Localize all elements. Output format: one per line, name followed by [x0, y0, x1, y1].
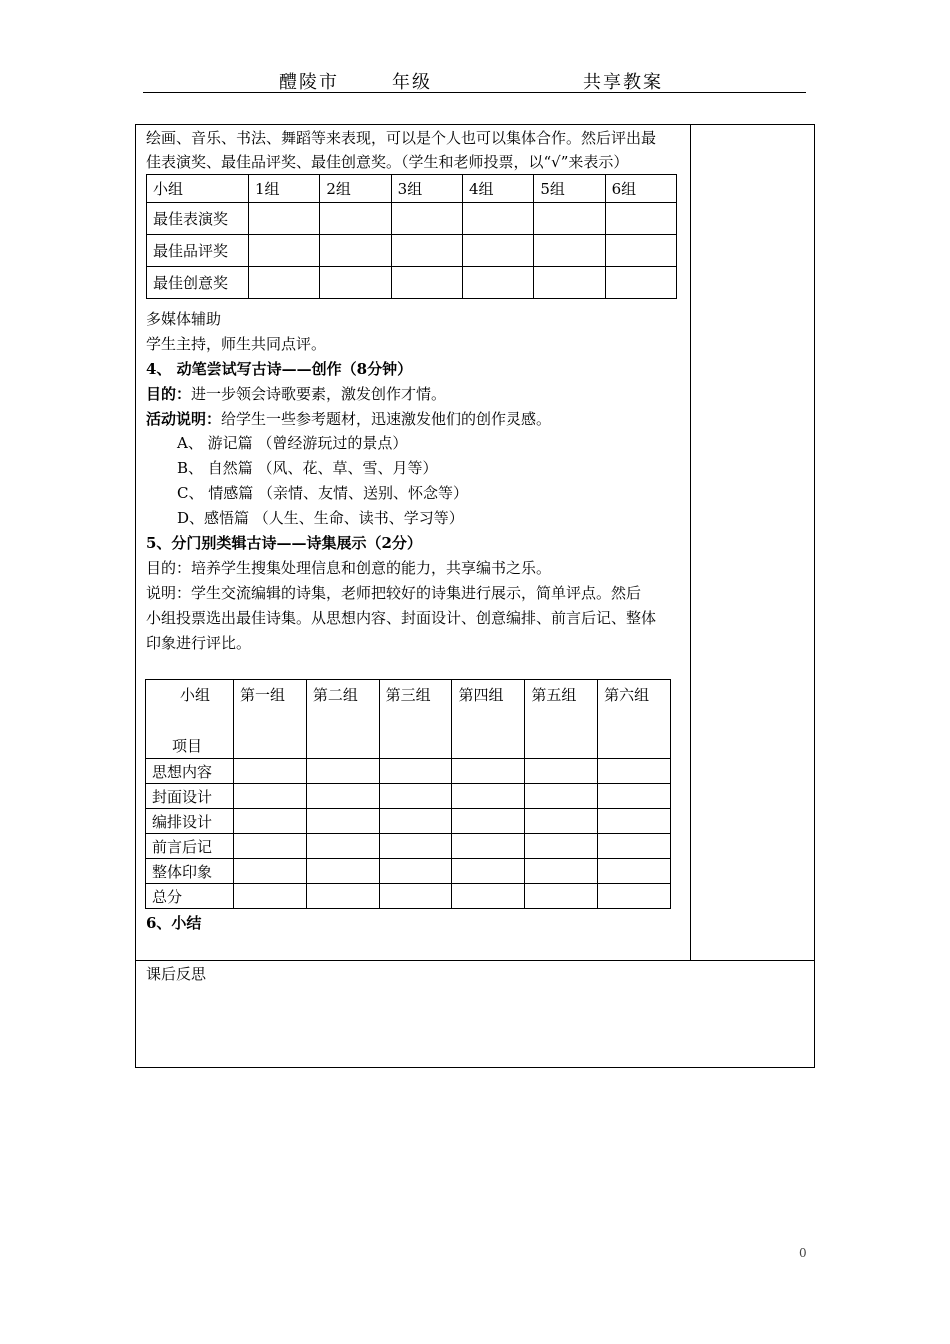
vote-cell[interactable]: [462, 235, 533, 267]
group-header-cell: 第五组: [525, 680, 598, 759]
score-cell[interactable]: [452, 884, 525, 909]
collection-row: [146, 809, 671, 834]
section-6-title: 6、小结: [146, 914, 202, 932]
option-a: A、 游记篇 （曾经游玩过的景点）: [177, 434, 408, 452]
award-header-cell: 1组: [249, 175, 320, 203]
score-cell[interactable]: [306, 884, 379, 909]
score-cell[interactable]: [598, 834, 671, 859]
score-cell[interactable]: [452, 759, 525, 784]
group-header-cell: 第二组: [306, 680, 379, 759]
criteria-label: 编排设计: [146, 809, 234, 834]
award-header-cell: 6组: [605, 175, 676, 203]
page-header: [143, 66, 806, 93]
score-cell[interactable]: [234, 784, 307, 809]
intro-line-1: 绘画、音乐、书法、舞蹈等来表现，可以是个人也可以集体合作。然后评出最: [146, 129, 657, 147]
collection-row: [146, 759, 671, 784]
score-cell[interactable]: [234, 884, 307, 909]
vote-cell[interactable]: [605, 203, 676, 235]
header-city: 醴陵市: [279, 72, 339, 93]
score-cell[interactable]: [306, 859, 379, 884]
vote-cell[interactable]: [249, 267, 320, 299]
score-cell[interactable]: [452, 859, 525, 884]
award-table-row: [147, 235, 677, 267]
vote-cell[interactable]: [534, 203, 605, 235]
group-header-cell: 第六组: [598, 680, 671, 759]
intro-line-2: 佳表演奖、最佳品评奖、最佳创意奖。（学生和老师投票，以“√”来表示）: [146, 153, 629, 171]
reflection-label: 课后反思: [146, 965, 207, 983]
score-cell[interactable]: [598, 809, 671, 834]
score-cell[interactable]: [452, 834, 525, 859]
award-header-cell: 4组: [462, 175, 533, 203]
award-header-cell: 5组: [534, 175, 605, 203]
row-divider: [136, 960, 814, 961]
award-header-cell: 小组: [147, 175, 249, 203]
vote-cell[interactable]: [605, 235, 676, 267]
corner-cell: [146, 680, 234, 759]
header-grade: 年级: [392, 72, 432, 93]
score-cell[interactable]: [234, 834, 307, 859]
score-cell[interactable]: [452, 784, 525, 809]
award-table-row: [147, 203, 677, 235]
vote-cell[interactable]: [534, 235, 605, 267]
vote-cell[interactable]: [391, 203, 462, 235]
goal-text: 进一步领会诗歌要素，激发创作才情。: [191, 385, 447, 403]
section-4-title: 4、 动笔尝试写古诗——创作（8分钟）: [146, 360, 413, 378]
criteria-label: 总分: [146, 884, 234, 909]
vote-cell[interactable]: [320, 235, 391, 267]
award-header-cell: 2组: [320, 175, 391, 203]
score-cell[interactable]: [234, 859, 307, 884]
page-number: 0: [799, 1246, 807, 1260]
criteria-label: 前言后记: [146, 834, 234, 859]
section-5-desc-3: 印象进行评比。: [146, 634, 252, 652]
section-5-desc-1: 说明：学生交流编辑的诗集，老师把较好的诗集进行展示，简单评点。然后: [146, 584, 642, 602]
column-divider: [690, 125, 691, 960]
section-4-goal: [146, 384, 446, 404]
score-cell[interactable]: [525, 884, 598, 909]
score-cell[interactable]: [452, 809, 525, 834]
group-header-cell: 第三组: [379, 680, 452, 759]
award-table-header-row: [147, 175, 677, 203]
score-cell[interactable]: [598, 884, 671, 909]
score-cell[interactable]: [379, 784, 452, 809]
vote-cell[interactable]: [605, 267, 676, 299]
award-row-label: 最佳品评奖: [147, 235, 249, 267]
award-table-row: [147, 267, 677, 299]
multimedia-note: 多媒体辅助: [146, 310, 222, 328]
score-cell[interactable]: [306, 759, 379, 784]
award-table: [146, 174, 677, 299]
score-cell[interactable]: [234, 809, 307, 834]
collection-table: [145, 679, 671, 909]
score-cell[interactable]: [525, 859, 598, 884]
score-cell[interactable]: [598, 859, 671, 884]
award-row-label: 最佳表演奖: [147, 203, 249, 235]
score-cell[interactable]: [379, 809, 452, 834]
score-cell[interactable]: [306, 809, 379, 834]
score-cell[interactable]: [525, 834, 598, 859]
vote-cell[interactable]: [462, 203, 533, 235]
vote-cell[interactable]: [534, 267, 605, 299]
group-header-cell: 第一组: [234, 680, 307, 759]
criteria-label: 思想内容: [146, 759, 234, 784]
score-cell[interactable]: [525, 809, 598, 834]
vote-cell[interactable]: [249, 203, 320, 235]
score-cell[interactable]: [234, 759, 307, 784]
section-5-title: 5、分门别类辑古诗——诗集展示（2分）: [146, 534, 422, 552]
activity-text: 给学生一些参考题材，迅速激发他们的创作灵感。: [221, 410, 552, 428]
header-doc-type: 共享教案: [583, 72, 663, 93]
collection-row: [146, 834, 671, 859]
score-cell[interactable]: [379, 884, 452, 909]
vote-cell[interactable]: [462, 267, 533, 299]
option-b: B、 自然篇 （风、花、草、雪、月等）: [177, 459, 438, 477]
award-row-label: 最佳创意奖: [147, 267, 249, 299]
group-header-cell: 第四组: [452, 680, 525, 759]
vote-cell[interactable]: [249, 235, 320, 267]
collection-row: [146, 784, 671, 809]
option-d: D、感悟篇 （人生、生命、读书、学习等）: [177, 509, 464, 527]
score-cell[interactable]: [306, 784, 379, 809]
score-cell[interactable]: [379, 834, 452, 859]
collection-row: [146, 859, 671, 884]
vote-cell[interactable]: [391, 267, 462, 299]
goal-label: 目的：: [146, 385, 192, 403]
vote-cell[interactable]: [320, 203, 391, 235]
section-5-desc-2: 小组投票选出最佳诗集。从思想内容、封面设计、创意编排、前言后记、整体: [146, 609, 657, 627]
score-cell[interactable]: [306, 834, 379, 859]
award-header-cell: 3组: [391, 175, 462, 203]
score-cell[interactable]: [598, 759, 671, 784]
section-4-activity: [146, 409, 551, 429]
collection-row: [146, 884, 671, 909]
score-cell[interactable]: [598, 784, 671, 809]
corner-group-label: 小组: [180, 686, 211, 704]
collection-header-row: [146, 680, 671, 759]
option-c: C、 情感篇 （亲情、友情、送别、怀念等）: [177, 484, 469, 502]
criteria-label: 封面设计: [146, 784, 234, 809]
vote-cell[interactable]: [320, 267, 391, 299]
score-cell[interactable]: [525, 759, 598, 784]
score-cell[interactable]: [379, 859, 452, 884]
section-5-goal: 目的：培养学生搜集处理信息和创意的能力，共享编书之乐。: [146, 559, 552, 577]
score-cell[interactable]: [525, 784, 598, 809]
host-note: 学生主持，师生共同点评。: [146, 335, 327, 353]
vote-cell[interactable]: [391, 235, 462, 267]
activity-label: 活动说明：: [146, 410, 222, 428]
criteria-label: 整体印象: [146, 859, 234, 884]
corner-item-label: 项目: [172, 737, 203, 755]
score-cell[interactable]: [379, 759, 452, 784]
